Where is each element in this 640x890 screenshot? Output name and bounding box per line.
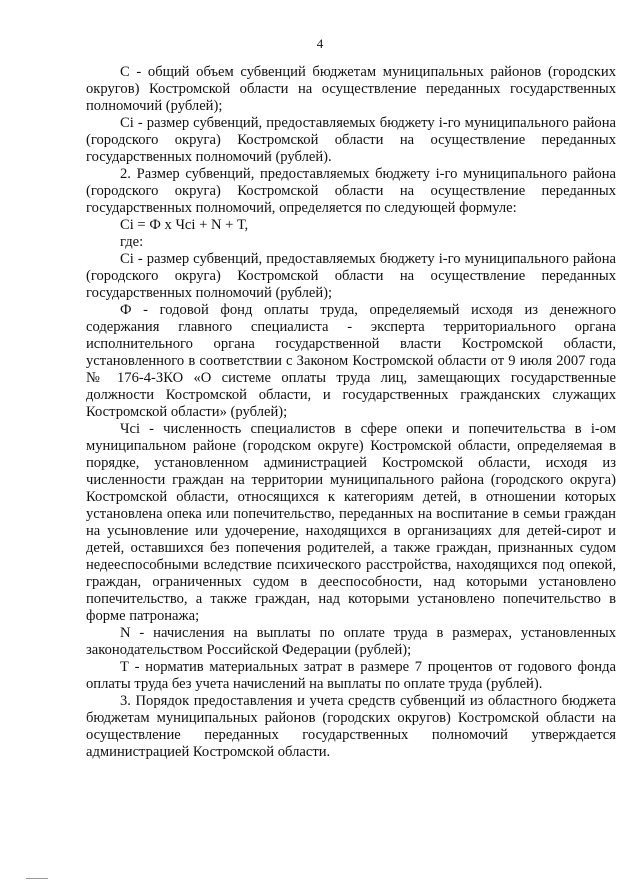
where-label: где: (120, 234, 144, 250)
paragraph-section-2: 2. Размер субвенций, предоставляемых бюджету i-го муниципального района (городского округа) Костромской области на осуществление переданных государственных полномочий, определяется по следующей формуле: (86, 166, 616, 216)
formula: Сi = Ф х Чсi + N + Т, (120, 217, 249, 233)
paragraph-t-definition: Т - норматив материальных затрат в размере 7 процентов от годового фонда оплаты труда без учета начислений на выплаты по оплате труда (рублей). (86, 659, 616, 692)
paragraph-ci-definition: Сi - размер субвенций, предоставляемых бюджету i-го муниципального района (городского округа) Костромской области на осуществление переданных государственных полномочий (рублей). (86, 115, 616, 165)
page-number: 4 (316, 36, 324, 51)
paragraph-n-definition: N - начисления на выплаты по оплате труда в размерах, установленных законодательством Российской Федерации (рублей); (86, 625, 616, 658)
paragraph-chsi-definition: Чсi - численность специалистов в сфере опеки и попечительства в i-ом муниципальном районе (городском округе) Костромской области, определяемая в порядке, установленном администрацией Костромской области, исходя из численности граждан на территории муниципального района (городского округа) Костромской области, относящихся к категориям детей, в отношении которых установлена опека или попечительство, переданных на воспитание в семьи граждан на усыновление или удочерение, находящихся в организациях для детей-сирот и детей, оставшихся без попечения родителей, а также граждан, признанных судом недееспособными вследствие психического расстройства, находящихся под опекой, граждан, ограниченных судом в дееспособности, над которыми установлено попечительство, а также граждан, над которыми установлено попечительство в форме патронажа; (86, 421, 616, 624)
scan-edge-mark (26, 878, 48, 879)
paragraph-section-3: 3. Порядок предоставления и учета средств субвенций из областного бюджета бюджетам муниципальных районов (городских округов) Костромской области на осуществление переданных государственных полномочий утверждается администрацией Костромской области. (86, 693, 616, 760)
document-body (86, 64, 616, 761)
paragraph-ci-definition-2: Сi - размер субвенций, предоставляемых бюджету i-го муниципального района (городского округа) Костромской области на осуществление переданных государственных полномочий (рублей); (86, 251, 616, 301)
paragraph-c-definition: С - общий объем субвенций бюджетам муниципальных районов (городских округов) Костромской области на осуществление переданных государственных полномочий (рублей); (86, 64, 616, 114)
paragraph-f-definition: Ф - годовой фонд оплаты труда, определяемый исходя из денежного содержания главного специалиста - эксперта территориального органа исполнительного органа государственной власти Костромской области, установленного в соответствии с Законом Костромской области от 9 июля 2007 года № 176-4-ЗКО «О системе оплаты труда лиц, замещающих государственные должности Костромской области, и государственных гражданских служащих Костромской области» (рублей); (86, 302, 616, 420)
